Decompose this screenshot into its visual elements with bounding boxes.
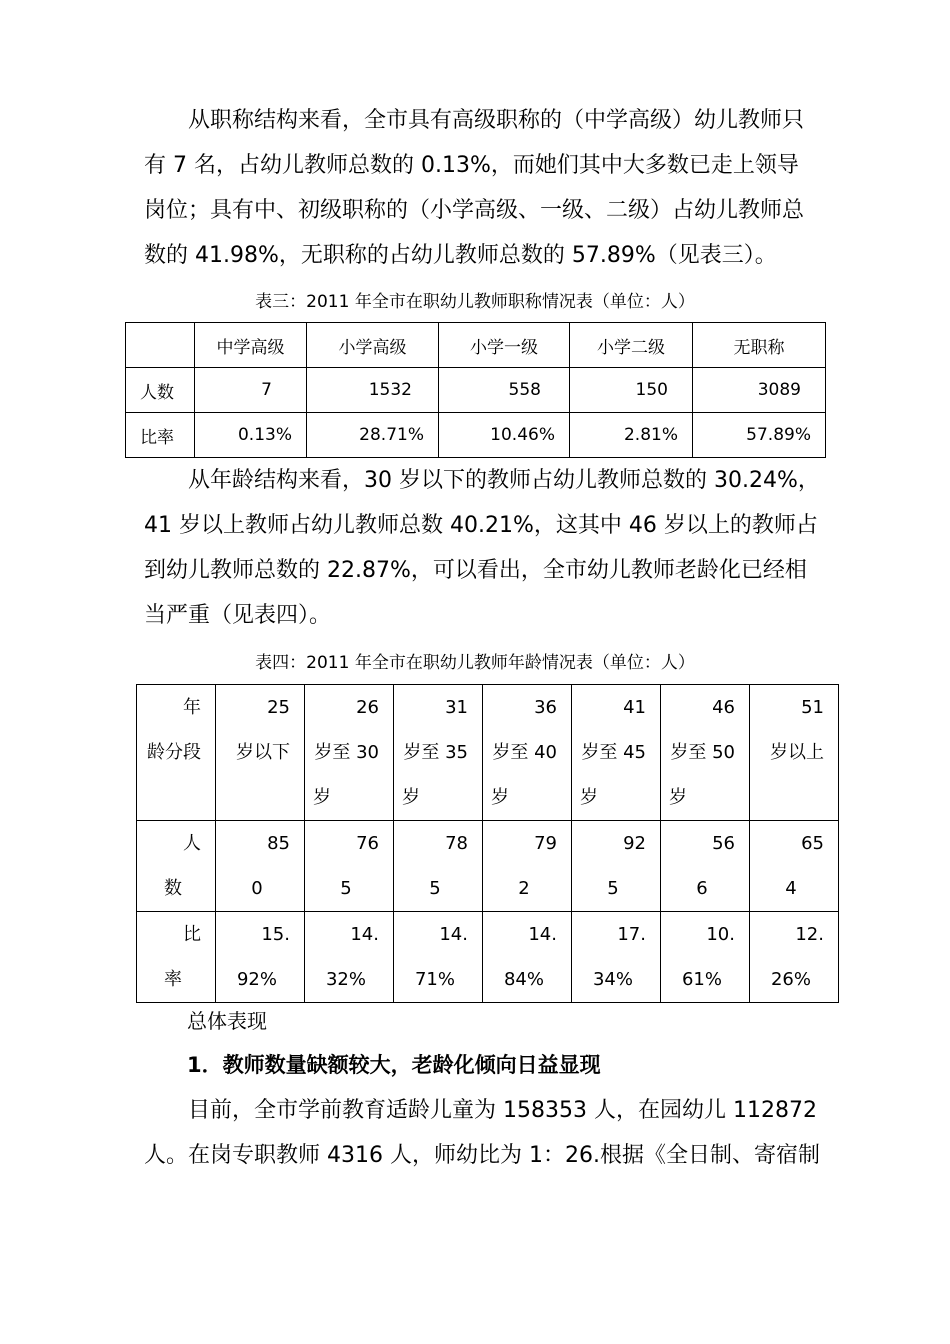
cell-line: 比 (183, 924, 201, 945)
text-line: 到幼儿教师总数的 22.87%，可以看出，全市幼儿教师老龄化已经相 (144, 558, 807, 583)
table-row (126, 368, 826, 413)
table-header-cell: 小学一级 (439, 323, 570, 368)
table-cell (216, 821, 305, 912)
section-heading: 1．教师数量缺额较大，老龄化倾向日益显现 (187, 1053, 601, 1077)
table-cell: 1532 (307, 368, 439, 413)
cell-line: 14. (528, 924, 557, 945)
cell-line: 84% (503, 969, 544, 990)
table-header-cell (572, 685, 661, 821)
cell-line: 0 (251, 878, 263, 899)
cell-line: 岁至 40 (492, 742, 557, 763)
cell-line: 岁 (491, 787, 509, 808)
cell-line: 51 (801, 697, 824, 718)
table-header-cell (394, 685, 483, 821)
table4-age-structure (136, 684, 839, 1003)
text-line: 数的 41.98%，无职称的占幼儿教师总数的 57.89%（见表三）。 (144, 243, 777, 268)
cell-line: 5 (340, 878, 352, 899)
cell-line: 5 (607, 878, 619, 899)
cell-line: 65 (801, 833, 824, 854)
cell-line: 41 (623, 697, 646, 718)
table-cell (483, 912, 572, 1003)
cell-line: 26 (356, 697, 379, 718)
table-cell: 558 (439, 368, 570, 413)
cell-line: 岁 (402, 787, 420, 808)
table-cell: 10.46% (439, 413, 570, 458)
table-header-cell: 中学高级 (195, 323, 307, 368)
table-header-cell: 小学二级 (570, 323, 693, 368)
row-label-cell (137, 821, 216, 912)
text-line: 有 7 名，占幼儿教师总数的 0.13%，而她们其中大多数已走上领导 (144, 153, 799, 178)
table-cell: 28.71% (307, 413, 439, 458)
cell-line: 岁至 30 (314, 742, 379, 763)
table3-title-structure (125, 322, 826, 458)
row-label-cell: 比率 (126, 413, 195, 458)
cell-line: 岁以上 (770, 742, 824, 763)
text-line: 人。在岗专职教师 4316 人，师幼比为 1：26.根据《全日制、寄宿制 (144, 1143, 820, 1168)
paragraph-teacher-shortage (144, 1088, 824, 1178)
table3-caption: 表三：2011 年全市在职幼儿教师职称情况表（单位：人） (255, 292, 695, 312)
table4-caption: 表四：2011 年全市在职幼儿教师年龄情况表（单位：人） (255, 653, 695, 673)
table-cell (661, 821, 750, 912)
table-row (137, 821, 839, 912)
paragraph-title-structure (144, 98, 824, 278)
text-line: 从职称结构来看，全市具有高级职称的（中学高级）幼儿教师只 (188, 108, 805, 133)
cell-line: 岁 (313, 787, 331, 808)
table-cell: 57.89% (693, 413, 826, 458)
cell-line: 71% (414, 969, 455, 990)
cell-line: 岁 (580, 787, 598, 808)
cell-line: 岁至 45 (581, 742, 646, 763)
cell-line: 14. (350, 924, 379, 945)
table-cell: 3089 (693, 368, 826, 413)
table-header-cell (137, 685, 216, 821)
table-cell: 150 (570, 368, 693, 413)
section-label: 总体表现 (187, 1009, 267, 1033)
table-row (126, 413, 826, 458)
cell-line: 岁至 50 (670, 742, 735, 763)
cell-line: 5 (429, 878, 441, 899)
cell-line: 14. (439, 924, 468, 945)
cell-line: 岁 (669, 787, 687, 808)
cell-line: 46 (712, 697, 735, 718)
table-row (137, 685, 839, 821)
table-header-cell: 小学高级 (307, 323, 439, 368)
cell-line: 92 (623, 833, 646, 854)
table-cell (750, 912, 839, 1003)
table-cell (305, 912, 394, 1003)
cell-line: 78 (445, 833, 468, 854)
table-header-cell (483, 685, 572, 821)
cell-line: 32% (325, 969, 366, 990)
cell-line: 10. (706, 924, 735, 945)
cell-line: 36 (534, 697, 557, 718)
text-line: 41 岁以上教师占幼儿教师总数 40.21%，这其中 46 岁以上的教师占 (144, 513, 818, 538)
table-header-cell (750, 685, 839, 821)
row-label-cell: 人数 (126, 368, 195, 413)
cell-line: 31 (445, 697, 468, 718)
table-cell (750, 821, 839, 912)
table-cell (305, 821, 394, 912)
text-line: 从年龄结构来看，30 岁以下的教师占幼儿教师总数的 30.24%， (188, 468, 820, 493)
cell-line: 25 (267, 697, 290, 718)
cell-line: 76 (356, 833, 379, 854)
table-cell (394, 821, 483, 912)
table-cell (572, 912, 661, 1003)
table-row (126, 323, 826, 368)
table-header-cell: 无职称 (693, 323, 826, 368)
table-header-cell (126, 323, 195, 368)
cell-line: 17. (617, 924, 646, 945)
cell-line: 率 (164, 969, 182, 990)
table-cell (661, 912, 750, 1003)
row-label-cell (137, 912, 216, 1003)
cell-line: 岁至 35 (403, 742, 468, 763)
cell-line: 85 (267, 833, 290, 854)
table-header-cell (216, 685, 305, 821)
table-cell (572, 821, 661, 912)
table-cell: 7 (195, 368, 307, 413)
cell-line: 92% (236, 969, 277, 990)
table-cell (394, 912, 483, 1003)
cell-line: 人 (183, 833, 201, 854)
table-header-cell (661, 685, 750, 821)
table-cell (216, 912, 305, 1003)
cell-line: 数 (164, 878, 182, 899)
cell-line: 12. (795, 924, 824, 945)
text-line: 岗位；具有中、初级职称的（小学高级、一级、二级）占幼儿教师总 (144, 198, 805, 223)
cell-line: 岁以下 (236, 742, 290, 763)
cell-line: 34% (592, 969, 633, 990)
table-cell (483, 821, 572, 912)
cell-line: 79 (534, 833, 557, 854)
cell-line: 年 (183, 697, 201, 718)
table-cell: 0.13% (195, 413, 307, 458)
table-header-cell (305, 685, 394, 821)
table-cell: 2.81% (570, 413, 693, 458)
text-line: 当严重（见表四）。 (144, 603, 332, 628)
cell-line: 6 (696, 878, 708, 899)
paragraph-age-structure (144, 458, 824, 638)
cell-line: 26% (770, 969, 811, 990)
cell-line: 61% (681, 969, 722, 990)
cell-line: 4 (785, 878, 797, 899)
cell-line: 15. (261, 924, 290, 945)
cell-line: 56 (712, 833, 735, 854)
table-row (137, 912, 839, 1003)
cell-line: 龄分段 (147, 742, 201, 763)
cell-line: 2 (518, 878, 530, 899)
text-line: 目前，全市学前教育适龄儿童为 158353 人，在园幼儿 112872 (188, 1098, 817, 1123)
